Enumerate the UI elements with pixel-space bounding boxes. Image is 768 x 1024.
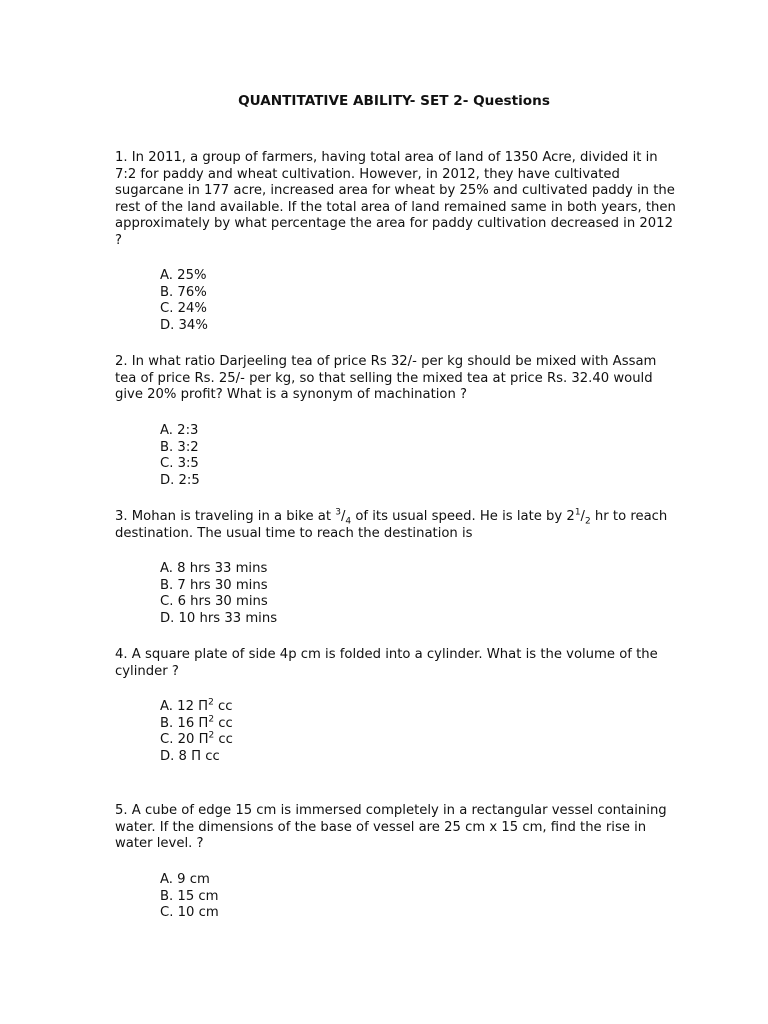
question-3-text-part: hr to reach destination. The usual time to reach the destination is: [115, 509, 668, 541]
question-3-fraction-numerator: 1: [574, 507, 581, 518]
question-5-options: [160, 872, 219, 922]
question-5-option-c: C. 10 cm: [160, 905, 219, 920]
option-exponent: 2: [208, 714, 215, 725]
question-1-option-a: A. 25%: [160, 268, 207, 283]
question-4-options: [160, 699, 233, 765]
question-5-text: 5. A cube of edge 15 cm is immersed completely in a rectangular vessel containing water. If the dimensions of the base of vessel are 25 cm x 15 cm, find the rise in water level. ?: [115, 803, 667, 851]
question-3-fraction-numerator: 3: [335, 507, 341, 518]
question-4-option-d: [160, 749, 233, 766]
question-5-option-b: B. 15 cm: [160, 888, 219, 904]
option-text: C. 20 Π: [160, 732, 209, 747]
question-3-option-d: D. 10 hrs 33 mins: [160, 610, 278, 626]
question-1-option-d: D. 34%: [160, 317, 208, 333]
question-2-option-b: B. 3:2: [160, 439, 199, 455]
option-unit: cc: [214, 732, 233, 747]
option-text: B. 16 Π: [160, 715, 209, 731]
question-2-options: [160, 423, 200, 489]
question-2-text: 2. In what ratio Darjeeling tea of price Rs 32/- per kg should be mixed with Assam tea of price Rs. 25/- per kg, so that selling the mixed tea at price Rs. 32.40 would give 20% profit? What is a synonym of machination ?: [115, 354, 657, 402]
question-3-text-part: of its usual speed. He is late by 2: [351, 509, 575, 524]
question-3-option-b: B. 7 hrs 30 mins: [160, 577, 268, 593]
option-unit: cc: [213, 699, 233, 714]
question-3-option-c: C. 6 hrs 30 mins: [160, 594, 268, 609]
question-4-option-b: [160, 716, 233, 733]
question-3-option-a: A. 8 hrs 33 mins: [160, 561, 268, 576]
question-1-option-c: C. 24%: [160, 301, 207, 316]
question-1-options: [160, 268, 208, 334]
question-3-options: [160, 561, 277, 627]
question-4-text: 4. A square plate of side 4p cm is folded into a cylinder. What is the volume of the cylinder ?: [115, 647, 658, 679]
option-text: D. 8 Π cc: [160, 748, 220, 764]
question-3-fraction-denominator: 4: [345, 516, 352, 527]
option-text: A. 12 Π: [160, 699, 209, 714]
question-5-option-a: A. 9 cm: [160, 872, 210, 887]
question-2-option-c: C. 3:5: [160, 456, 199, 471]
question-3-fraction-denominator: 2: [585, 516, 591, 527]
option-exponent: 2: [208, 697, 214, 708]
question-3-fraction-slash: /: [340, 509, 346, 524]
question-1-option-b: B. 76%: [160, 284, 207, 300]
question-4-option-a: [160, 699, 233, 716]
question-3-fraction-slash: /: [580, 509, 585, 524]
question-3-text: [115, 509, 680, 542]
option-unit: cc: [214, 715, 233, 731]
question-2-option-a: A. 2:3: [160, 423, 199, 438]
option-exponent: 2: [208, 730, 215, 741]
question-4-option-c: [160, 732, 233, 749]
question-1-text: 1. In 2011, a group of farmers, having total area of land of 1350 Acre, divided it in 7:2 for paddy and wheat cultivation. However, in 2012, they have cultivated sugarcane in 177 acre, increased area for wheat by 25% and cultivated paddy in the rest of the land available. If the total area of land remained same in both years, then approximately by what percentage the area for paddy cultivation decreased in 2012 ?: [115, 150, 676, 248]
question-3-text-part: 3. Mohan is traveling in a bike at: [115, 509, 336, 524]
page-title: QUANTITATIVE ABILITY- SET 2- Questions: [238, 93, 550, 109]
question-2-option-d: D. 2:5: [160, 472, 200, 488]
